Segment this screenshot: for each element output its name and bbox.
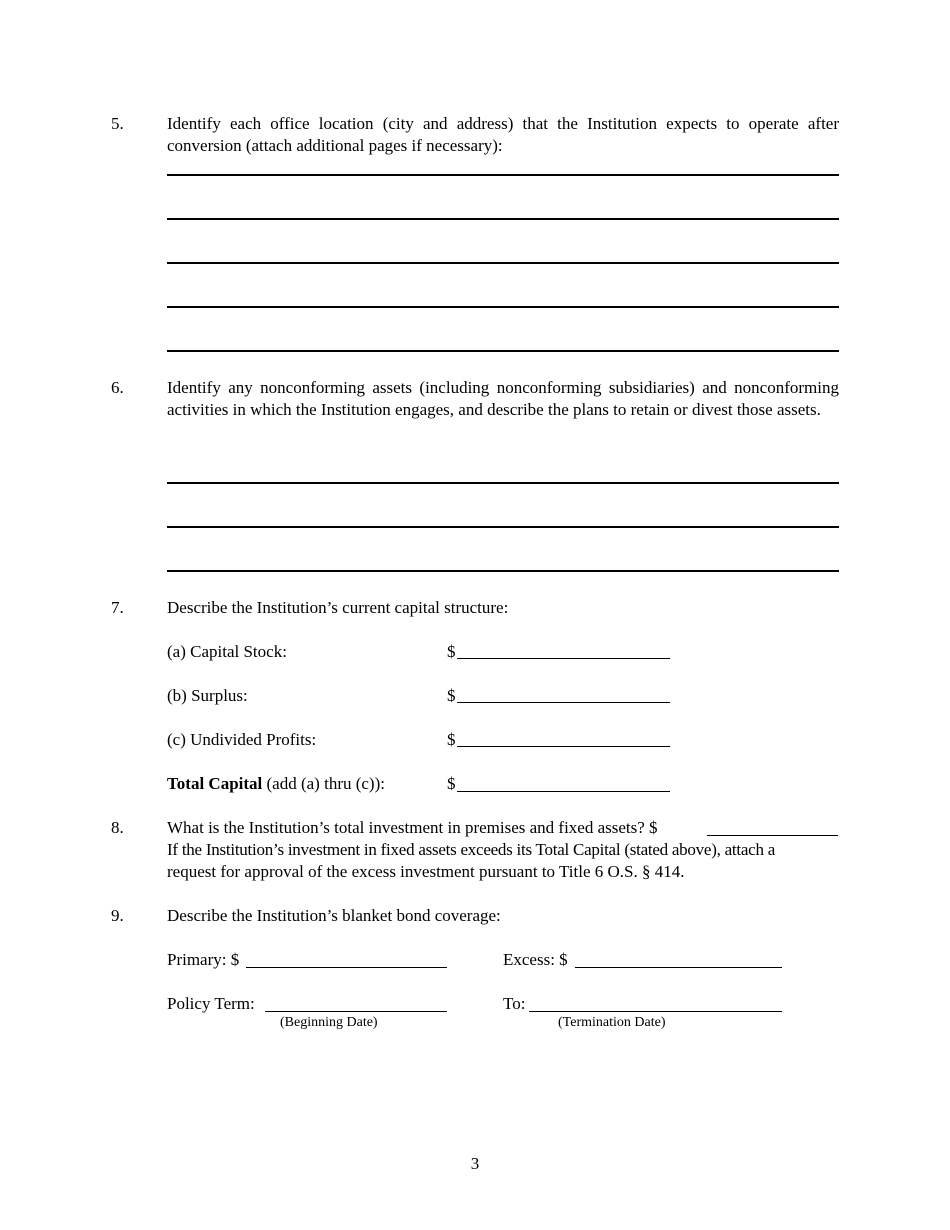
undivided-profits-currency: $ [447, 730, 456, 749]
q5-number: 5. [111, 114, 124, 133]
q6-answer-line-1[interactable] [167, 482, 839, 484]
primary-field[interactable] [246, 967, 447, 968]
total-capital-bold: Total Capital [167, 774, 263, 793]
primary-label: Primary: $ [167, 950, 240, 969]
capital-stock-currency: $ [447, 642, 456, 661]
total-capital-label [167, 773, 385, 795]
to-label: To: [503, 994, 526, 1013]
surplus-field[interactable] [457, 702, 670, 703]
q6-answer-line-3[interactable] [167, 570, 839, 572]
q8-line-3: request for approval of the excess investment pursuant to Title 6 O.S. § 414. [167, 862, 685, 881]
q6-answer-line-2[interactable] [167, 526, 839, 528]
q7-text: Describe the Institution’s current capital structure: [167, 598, 509, 617]
q5-answer-line-3[interactable] [167, 262, 839, 264]
q8-line-1: What is the Institution’s total investment in premises and fixed assets? $ [167, 818, 658, 837]
surplus-label: (b) Surplus: [167, 686, 248, 705]
q8-line-2: If the Institution’s investment in fixed assets exceeds its Total Capital (stated above), attach a [167, 840, 776, 859]
surplus-currency: $ [447, 686, 456, 705]
excess-field[interactable] [575, 967, 782, 968]
q5-answer-line-4[interactable] [167, 306, 839, 308]
q5-answer-line-2[interactable] [167, 218, 839, 220]
policy-term-label: Policy Term: [167, 994, 255, 1013]
termination-date-caption: (Termination Date) [558, 1015, 666, 1030]
fixed-assets-field[interactable] [707, 835, 838, 836]
q7-number: 7. [111, 598, 124, 617]
q5-answer-line-1[interactable] [167, 174, 839, 176]
capital-stock-field[interactable] [457, 658, 670, 659]
q8-number: 8. [111, 818, 124, 837]
q5-text: Identify each office location (city and address) that the Institution expects to operate after conversion (attach additional pages if necessary): [167, 114, 839, 155]
q6-number: 6. [111, 378, 124, 397]
capital-stock-label: (a) Capital Stock: [167, 642, 287, 661]
total-capital-rest: (add (a) thru (c)): [262, 774, 385, 793]
undivided-profits-field[interactable] [457, 746, 670, 747]
beginning-date-caption: (Beginning Date) [280, 1015, 378, 1030]
q5-answer-line-5[interactable] [167, 350, 839, 352]
q9-text: Describe the Institution’s blanket bond coverage: [167, 906, 501, 925]
total-capital-currency: $ [447, 774, 456, 793]
total-capital-field[interactable] [457, 791, 670, 792]
undivided-profits-label: (c) Undivided Profits: [167, 730, 317, 749]
q9-number: 9. [111, 906, 124, 925]
beginning-date-field[interactable] [265, 1011, 447, 1012]
excess-label: Excess: $ [503, 950, 568, 969]
q6-text: Identify any nonconforming assets (including nonconforming subsidiaries) and nonconforming activities in which the Institution engages, and describe the plans to retain or divest those assets. [167, 378, 839, 419]
page-number: 3 [470, 1154, 480, 1173]
termination-date-field[interactable] [529, 1011, 782, 1012]
